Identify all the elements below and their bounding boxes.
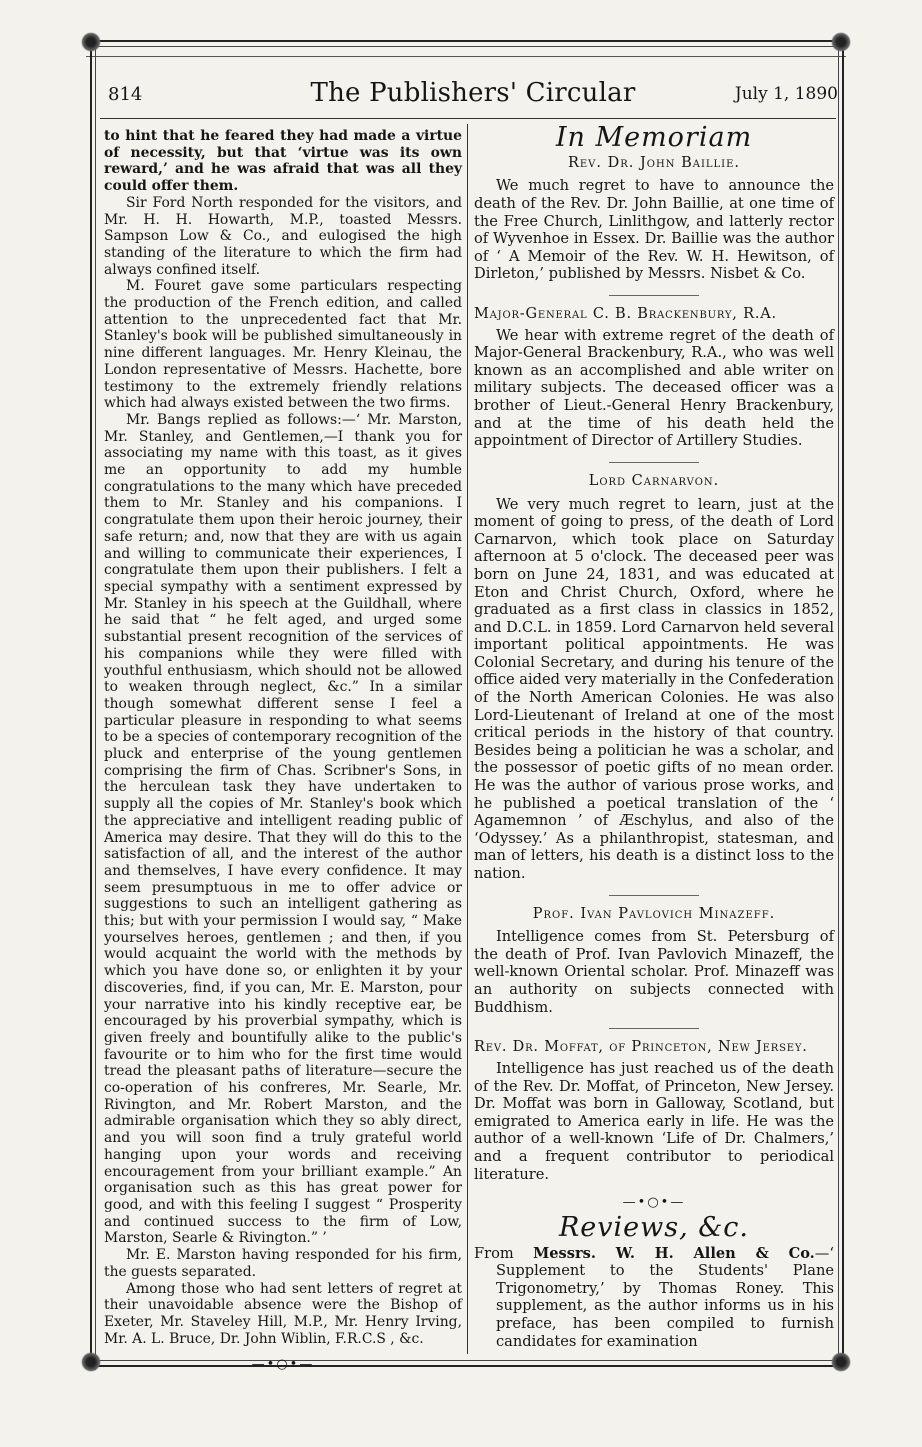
obituary-entry — [474, 906, 834, 1017]
header-rule — [100, 118, 836, 119]
obituary-heading: Rev. Dr. John Baillie. — [567, 154, 741, 171]
review-entry — [474, 1245, 834, 1351]
top-border-rule — [86, 40, 846, 47]
corner-ornament-icon — [831, 1352, 851, 1372]
paragraph: M. Fouret gave some particulars respecting the production of the French edition, and called attention to the unprecedented fact that Mr. Stanley's book will be published simultaneously in nine different languages. Mr. Henry Kleinau, the London representative of Messrs. Hachette, bore testimony to the extremely friendly relations which had always existed between the two firms. — [104, 278, 462, 412]
page-header — [108, 78, 838, 112]
reviews-title: Reviews, &c. — [558, 1211, 750, 1243]
separator-rule — [609, 1028, 699, 1029]
column-divider — [467, 124, 468, 1354]
memoriam-title: In Memoriam — [555, 122, 753, 153]
left-border-rule — [90, 40, 96, 1370]
obituary-body: Intelligence comes from St. Petersburg of the death of Prof. Ivan Pavlovich Minazeff, the well-known Oriental scholar. Prof. Minazeff was an authority on subjects connected with Buddhism. — [474, 928, 834, 1016]
section-end-ornament: —•○•— — [622, 1195, 686, 1211]
paragraph: Sir Ford North responded for the visitors, and Mr. H. H. Howarth, M.P., toasted Messrs. Sampson Low & Co., and eulogised the high standing of the literature to which the firm had always confined itself. — [104, 194, 462, 278]
separator-rule — [609, 462, 699, 463]
journal-title: The Publishers' Circular — [310, 78, 636, 108]
obituary-heading: Rev. Dr. Moffat, of Princeton, New Jersey. — [474, 1039, 808, 1056]
issue-date: July 1, 1890 — [734, 84, 838, 104]
right-column — [474, 122, 834, 1350]
obituary-body: We very much regret to learn, just at the moment of going to press, of the death of Lord Carnarvon, which took place on Saturday afternoon at 5 o'clock. The deceased peer was born on June 24, 1831, and was educated at Eton and Christ Church, Oxford, where he graduated as a first class in classics in 1852, and D.C.L. in 1859. Lord Carnarvon held several important political appointments. He was Colonial Secretary, and during his tenure of the office aided very materially in the Confederation of the North American Colonies. He was also Lord-Lieutenant of Ireland at one of the most critical periods in the history of that country. Besides being a politician he was a scholar, and the possessor of poetic gifts of no mean order. He was the author of various prose works, and he published a poetical translation of the ‘ Agamemnon ’ of Æschylus, and also of the ‘Odyssey.’ As a philanthropist, statesman, and man of letters, his death is a distinct loss to the nation. — [474, 495, 834, 882]
paragraph: Mr. Bangs replied as follows:—‘ Mr. Marston, Mr. Stanley, and Gentlemen,—I thank you for associating my name with this toast, as it gives me an opportunity to add my humble congratulations to the many which have preceded them to Mr. Stanley and his companions. I congratulate them upon their heroic journey, their safe return; and, now that they are with us again and willing to communicate their experiences, I congratulate them upon their publishers. I felt a special sympathy with a sentiment expressed by Mr. Stanley in his speech at the Guildhall, where he said that “ he felt aged, and urged some substantial present recognition of the services of his companions while they were filled with youthful enthusiasm, which should not be allowed to weaken through neglect, &c.” In a similar though somewhat different sense I feel a particular pleasure in responding to what seems to be a species of contemporary recognition of the pluck and enterprise of the young gentlemen comprising the firm of Chas. Scribner's Sons, in the herculean task they have undertaken to supply all the copies of Mr. Stanley's book which the appreciative and intelligent reading public of America may desire. That they will do this to the satisfaction of all, and the interest of the author and themselves, I have every confidence. It may seem presumptuous in me to offer advice or suggestions to such an intelligent gathering as this; but with your permission I would say, “ Make yourselves heroes, gentlemen ; and then, if you would acquaint the world with the methods by which you have done so, or enlighten it by your discoveries, find, if you can, Mr. E. Marston, pour your narrative into his kindly receptive ear, be encouraged by his proverbial sympathy, which is given freely and bountifully alike to the public's favourite or to him who for the first time would tread the pleasant paths of literature—secure the co-operation of his confreres, Mr. Searle, Mr. Rivington, and Mr. Robert Marston, and the admirable organisation which they so ably direct, and you will soon find a truly grateful world hanging upon your words and receiving encouragement from your brilliant example.” An organisation such as this has great power for good, and with this feeling I suggest “ Prosperity and continued success to the firm of Low, Marston, Searle & Rivington.” ’ — [104, 411, 462, 1247]
corner-ornament-icon — [81, 1352, 101, 1372]
obituary-heading: Major-General C. B. Brackenbury, R.A. — [474, 305, 777, 322]
obituary-heading: Prof. Ivan Pavlovich Minazeff. — [532, 905, 776, 922]
obituary-body: Intelligence has just reached us of the death of the Rev. Dr. Moffat, of Princeton, New Jersey. Dr. Moffat was born in Galloway, Scotland, but emigrated to America early in life. He was the author of a well-known ‘Life of Dr. Chalmers,’ and a frequent contributor to periodical literature. — [474, 1059, 834, 1183]
paragraph: Mr. E. Marston having responded for his firm, the guests separated. — [104, 1247, 462, 1280]
obituary-entry — [474, 1039, 834, 1183]
corner-ornament-icon — [81, 32, 101, 52]
review-paragraph — [474, 1245, 834, 1351]
top-border-rule-inner — [86, 56, 846, 57]
right-border-rule — [838, 40, 844, 1370]
corner-ornament-icon — [831, 32, 851, 52]
obituary-entry — [474, 473, 834, 883]
section-end-ornament: —•○•— — [251, 1357, 315, 1373]
review-prefix: From — [474, 1244, 514, 1262]
review-body: —‘ Supplement to the Students' Plane Trigonometry,’ by Thomas Roney. This supplement, as the author informs us in his preface, has been compiled to furnish candidates for examination — [496, 1244, 834, 1350]
paragraph: to hint that he feared they had made a virtue of necessity, but that ‘virtue was its own reward,’ and he was afraid that was all they could offer them. — [104, 128, 462, 195]
separator-rule — [609, 295, 699, 296]
page-number: 814 — [108, 84, 143, 105]
obituary-heading: Lord Carnarvon. — [588, 472, 720, 489]
obituary-entry — [474, 306, 834, 450]
left-column — [104, 128, 462, 1374]
obituary-body: We much regret to have to announce the death of the Rev. Dr. John Baillie, at one time of the Free Church, Linlithgow, and latterly rector of Wyvenhoe in Essex. Dr. Baillie was the author of ‘ A Memoir of the Rev. W. H. Hewitson, of Dirleton,’ published by Messrs. Nisbet & Co. — [474, 177, 834, 283]
paragraph: Among those who had sent letters of regret at their unavoidable absence were the Bishop of Exeter, Mr. Staveley Hill, M.P., Mr. Henry Irving, Mr. A. L. Bruce, Dr. John Wiblin, F.R.C.S , &c. — [104, 1280, 462, 1347]
separator-rule — [609, 895, 699, 896]
obituary-entry — [474, 155, 834, 283]
review-publisher: Messrs. W. H. Allen & Co. — [533, 1244, 815, 1262]
obituary-body: We hear with extreme regret of the death of Major-General Brackenbury, R.A., who was well known as an accomplished and able writer on military subjects. The deceased officer was a brother of Lieut.-General Henry Brackenbury, and at the time of his death held the appointment of Director of Artillery Studies. — [474, 326, 834, 450]
